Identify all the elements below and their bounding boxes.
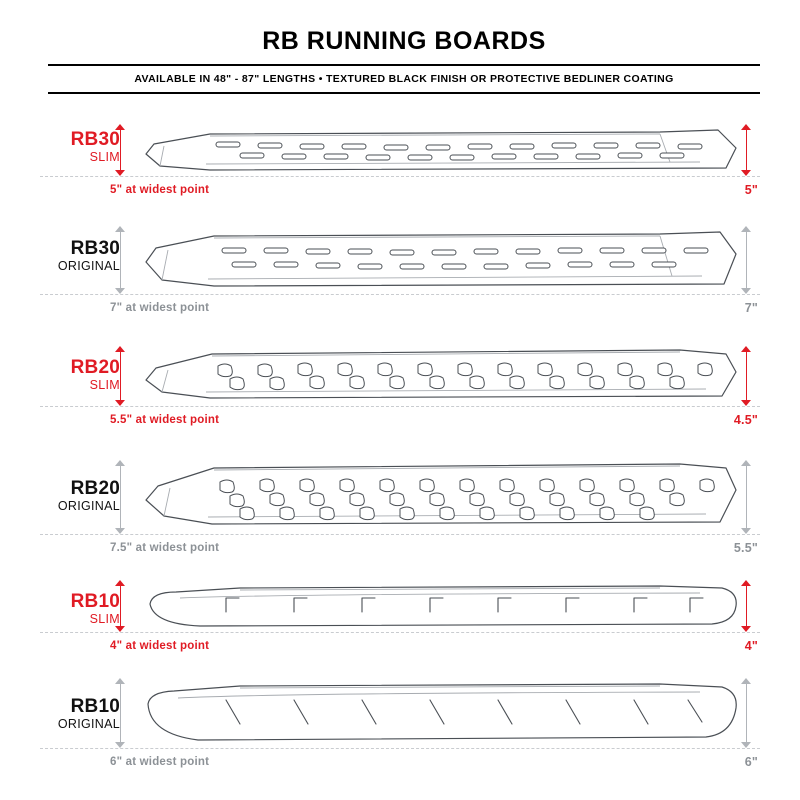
height-arrow-left [115, 226, 126, 294]
widest-point-label: 5.5" at widest point [110, 414, 220, 426]
row-label [34, 357, 120, 393]
board-illustration-rb30-original [140, 226, 740, 294]
baseline-divider [40, 534, 760, 535]
spec-row-rb30-slim [0, 118, 800, 214]
row-label [34, 696, 120, 732]
model-name: RB10 [70, 696, 120, 717]
right-dimension-label: 6" [744, 755, 758, 769]
height-arrow-right [741, 124, 752, 176]
model-name: RB20 [70, 357, 120, 378]
row-label [34, 591, 120, 627]
height-arrow-right [741, 580, 752, 632]
widest-point-label: 7.5" at widest point [110, 542, 220, 554]
right-dimension-label: 5" [744, 183, 758, 197]
baseline-divider [40, 406, 760, 407]
row-label [34, 238, 120, 274]
variant-name: ORIGINAL [57, 499, 120, 513]
height-arrow-left [115, 678, 126, 748]
height-arrow-right [741, 678, 752, 748]
height-arrow-right [741, 460, 752, 534]
page-title: RB RUNNING BOARDS [262, 27, 546, 55]
model-name: RB30 [70, 238, 120, 259]
widest-point-label: 5" at widest point [110, 184, 210, 196]
right-dimension-label: 4.5" [733, 413, 758, 427]
model-name: RB10 [70, 591, 120, 612]
baseline-divider [40, 748, 760, 749]
model-name: RB20 [70, 478, 120, 499]
header [48, 26, 760, 94]
board-illustration-rb10-slim [140, 580, 740, 632]
height-arrow-left [115, 580, 126, 632]
right-dimension-label: 5.5" [733, 541, 758, 555]
height-arrow-left [115, 460, 126, 534]
height-arrow-left [115, 124, 126, 176]
header-rule-bottom [48, 92, 760, 94]
board-illustration-rb20-original [140, 460, 740, 534]
spec-row-rb10-slim [0, 576, 800, 668]
board-illustration-rb30-slim [140, 124, 740, 176]
widest-point-label: 4" at widest point [110, 640, 210, 652]
baseline-divider [40, 632, 760, 633]
widest-point-label: 6" at widest point [110, 756, 210, 768]
spec-row-rb30-original [0, 212, 800, 330]
variant-name: ORIGINAL [57, 259, 120, 273]
height-arrow-right [741, 346, 752, 406]
height-arrow-right [741, 226, 752, 294]
spec-row-rb20-original [0, 450, 800, 570]
board-illustration-rb20-slim [140, 346, 740, 406]
baseline-divider [40, 294, 760, 295]
variant-name: ORIGINAL [57, 717, 120, 731]
model-name: RB30 [70, 129, 120, 150]
spec-row-rb20-slim [0, 338, 800, 442]
row-label [34, 129, 120, 165]
variant-name: SLIM [89, 378, 120, 392]
header-subtitle: AVAILABLE IN 48" - 87" LENGTHS • TEXTURED BLACK FINISH OR PROTECTIVE BEDLINER COATING [134, 73, 674, 85]
row-label [34, 478, 120, 514]
height-arrow-left [115, 346, 126, 406]
widest-point-label: 7" at widest point [110, 302, 210, 314]
variant-name: SLIM [89, 150, 120, 164]
baseline-divider [40, 176, 760, 177]
spec-row-rb10-original [0, 672, 800, 782]
variant-name: SLIM [89, 612, 120, 626]
right-dimension-label: 7" [744, 301, 758, 315]
board-illustration-rb10-original [140, 678, 740, 748]
right-dimension-label: 4" [744, 639, 758, 653]
